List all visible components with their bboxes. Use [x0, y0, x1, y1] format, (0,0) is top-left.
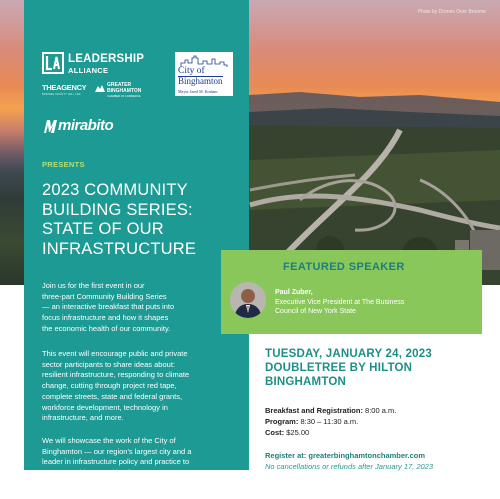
- topics-line: complete streets, state and federal grants,: [42, 391, 183, 401]
- agency-logo-subtext: BROOME COUNTY IDA / LDC: [42, 93, 81, 96]
- topics-paragraph: [42, 349, 238, 424]
- photo-credit: Photo by Drones Over Broome: [417, 9, 486, 15]
- breakfast-value: 8:00 a.m.: [365, 406, 397, 415]
- intro-line: — an interactive breakfast that puts into: [42, 302, 175, 312]
- showcase-line: We will showcase the work of the City of: [42, 436, 176, 445]
- refund-note: No cancellations or refunds after January 17, 2023: [265, 462, 434, 471]
- city-line2: Binghamton: [178, 76, 223, 86]
- breakfast-detail: [265, 406, 396, 415]
- intro-line: three-part Community Building Series: [42, 291, 167, 301]
- title-line-3: STATE OF OUR: [42, 220, 164, 238]
- topics-line: resilient infrastructure, responding to climate: [42, 370, 190, 380]
- leadership-alliance-logo-icon: [42, 52, 64, 74]
- speaker-portrait-icon: [230, 282, 266, 318]
- register-line: [265, 451, 425, 460]
- topics-line: infrastructure, and more.: [42, 413, 124, 423]
- topics-line: sector participants to share ideas about:: [42, 359, 175, 369]
- cost-label: Cost:: [265, 428, 285, 437]
- speaker-role-line: Executive Vice President at The Business: [275, 299, 405, 306]
- event-venue-line1: DOUBLETREE BY HILTON: [265, 361, 413, 374]
- chamber-line2: BINGHAMTON: [107, 87, 142, 94]
- title-line-2: BUILDING SERIES:: [42, 200, 193, 219]
- agency-logo-text: THEAGENCY: [42, 83, 87, 92]
- chamber-logo-icon: [95, 84, 105, 92]
- intro-paragraph: [42, 281, 238, 335]
- program-value: 8:30 – 11:30 a.m.: [300, 417, 359, 426]
- cost-value: $25.00: [286, 428, 310, 437]
- intro-line: focus infrastructure and how it shapes: [42, 313, 169, 323]
- chamber-logo-text: [107, 83, 141, 100]
- topics-line: This event will encourage public and private: [42, 349, 188, 358]
- alliance-logo-text: ALLIANCE: [68, 66, 109, 75]
- city-logo-text: [178, 67, 223, 86]
- topics-line: change, cutting through project red tape,: [42, 381, 177, 391]
- breakfast-label: Breakfast and Registration:: [265, 406, 363, 415]
- speaker-role-line: Council of New York State: [275, 308, 356, 315]
- chamber-line1: GREATER: [107, 82, 132, 88]
- featured-speaker-heading: FEATURED SPEAKER: [283, 261, 405, 273]
- speaker-role: [275, 298, 475, 316]
- showcase-line: Binghamton — our region's largest city and a: [42, 446, 192, 456]
- event-date: TUESDAY, JANUARY 24, 2023: [265, 348, 432, 360]
- showcase-line: support residents and businesses.: [42, 468, 156, 478]
- register-link[interactable]: greaterbinghamtonchamber.com: [308, 451, 426, 460]
- event-title: [42, 181, 242, 259]
- city-line1: City of: [178, 66, 205, 76]
- program-detail: [265, 417, 358, 426]
- title-line-1: 2023 COMMUNITY: [42, 181, 188, 199]
- title-line-4: INFRASTRUCTURE: [42, 239, 197, 258]
- chamber-line3: CHAMBER OF COMMERCE: [107, 95, 141, 98]
- register-label: Register at:: [265, 451, 307, 460]
- speaker-photo: [230, 282, 266, 318]
- showcase-line: leader in infrastructure policy and practice to: [42, 457, 190, 467]
- showcase-paragraph: [42, 436, 238, 479]
- speaker-name: Paul Zuber,: [275, 289, 313, 296]
- intro-line: Join us for the first event in our: [42, 281, 145, 290]
- intro-line: the economic health of our community.: [42, 323, 171, 333]
- program-label: Program:: [265, 417, 299, 426]
- mirabito-logo-text: mirabito: [58, 117, 114, 134]
- presents-label: PRESENTS: [42, 160, 85, 169]
- event-venue-line2: BINGHAMTON: [265, 375, 347, 388]
- event-info: [265, 348, 432, 389]
- cost-detail: [265, 428, 309, 437]
- city-mayor-text: Mayor Jared M. Kraham: [178, 89, 218, 94]
- topics-line: workforce development, technology in: [42, 402, 168, 412]
- leadership-logo-text: LEADERSHIP: [68, 53, 145, 65]
